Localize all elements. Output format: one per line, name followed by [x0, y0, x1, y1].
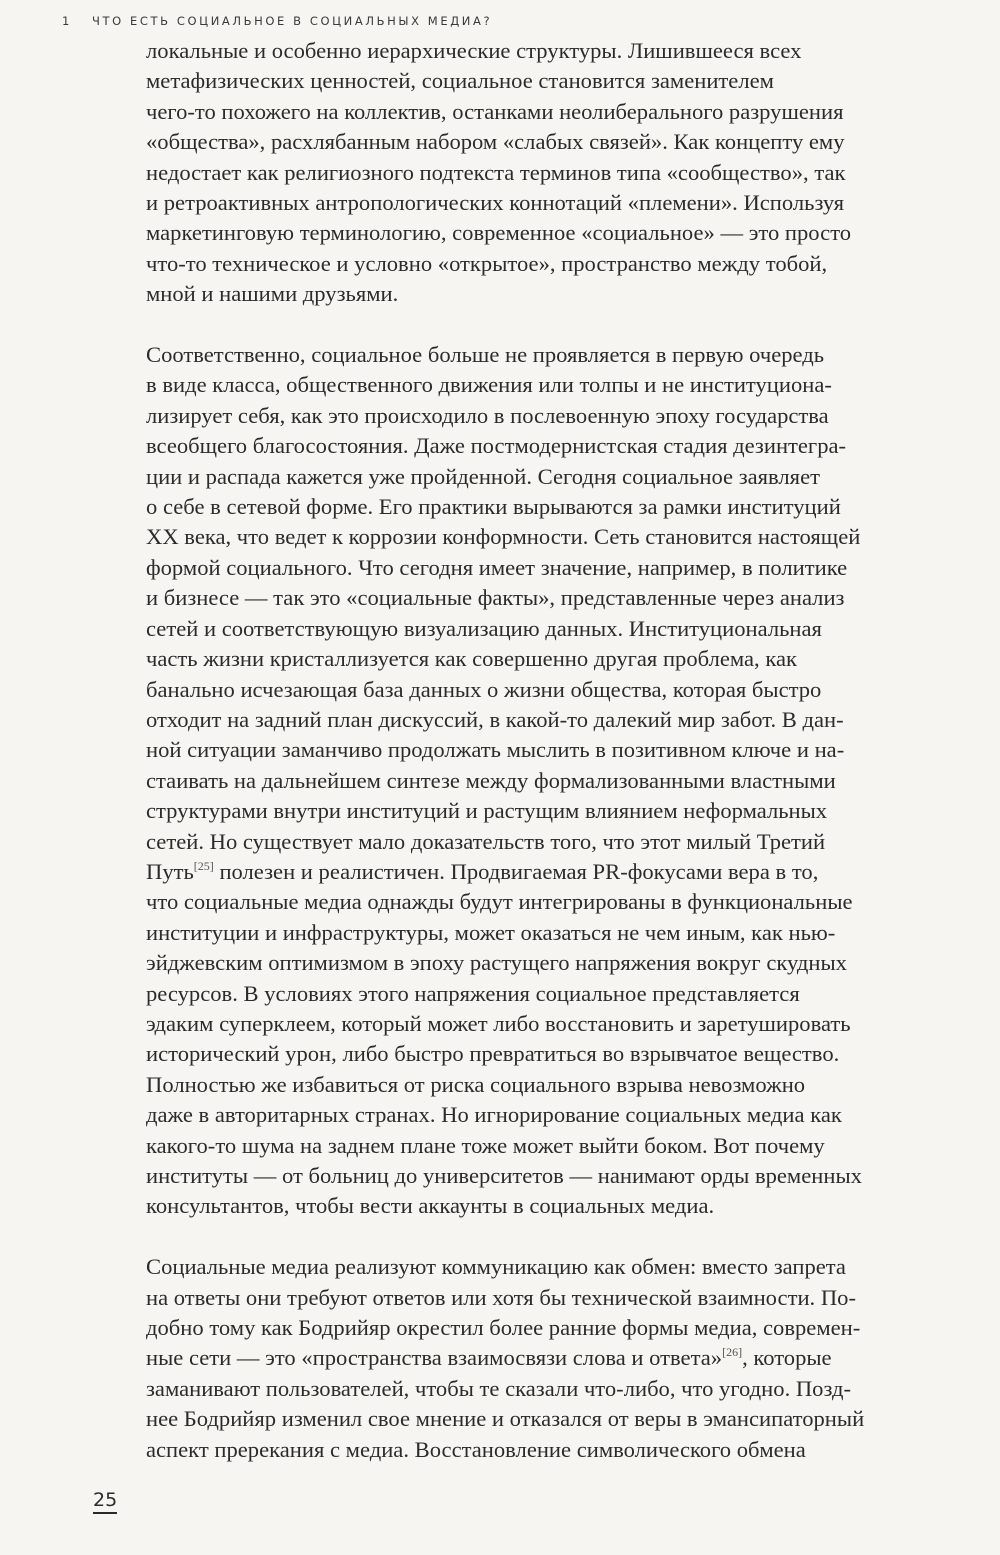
- footnote-reference[interactable]: [25]: [193, 858, 214, 873]
- text-line: сетей и соответствующую визуализацию данных. Институциональная: [146, 615, 822, 641]
- text-line: всеобщего благосостояния. Даже постмодернистская стадия дезинтегра-: [146, 433, 847, 459]
- text-line: какого-то шума на заднем плане тоже может выйти боком. Вот почему: [146, 1132, 825, 1158]
- text-line: ции и распада кажется уже пройденной. Сегодня социальное заявляет: [146, 463, 820, 489]
- text-segment: , которые: [742, 1345, 832, 1371]
- text-line: что социальные медиа однажды будут интегрированы в функциональные: [146, 889, 853, 915]
- paragraph: [146, 1252, 976, 1465]
- text-line: Полностью же избавиться от риска социального взрыва невозможно: [146, 1071, 806, 1097]
- text-line: Соответственно, социальное больше не проявляется в первую очередь: [146, 342, 825, 368]
- text-line: и ретроактивных антропологических коннотаций «племени». Используя: [146, 190, 845, 216]
- text-line: лизирует себя, как это происходило в послевоенную эпоху государства: [146, 402, 829, 428]
- text-line: эйджевским оптимизмом в эпоху растущего напряжения вокруг скудных: [146, 950, 847, 976]
- text-line: даже в авторитарных странах. Но игнорирование социальных медиа как: [146, 1102, 842, 1128]
- text-line: добно тому как Бодрийяр окрестил более ранние формы медиа, современ-: [146, 1315, 861, 1341]
- text-segment: Путь: [146, 858, 194, 884]
- text-line: Социальные медиа реализуют коммуникацию как обмен: вместо запрета: [146, 1254, 846, 1280]
- running-title: ЧТО ЕСТЬ СОЦИАЛЬНОЕ В СОЦИАЛЬНЫХ МЕДИА?: [92, 14, 493, 28]
- text-line: институты — от больниц до университетов — нанимают орды временных: [146, 1163, 862, 1189]
- text-line: часть жизни кристаллизуется как совершенно другая проблема, как: [146, 646, 797, 672]
- text-line: на ответы они требуют ответов или хотя бы технической взаимности. По-: [146, 1284, 856, 1310]
- paragraph: [146, 36, 976, 310]
- text-line: недостает как религиозного подтекста терминов типа «сообщество», так: [146, 159, 846, 185]
- text-line: мной и нашими друзьями.: [146, 281, 399, 307]
- text-line: о себе в сетевой форме. Его практики вырываются за рамки институций: [146, 494, 841, 520]
- text-line: эдаким суперклеем, который может либо восстановить и заретушировать: [146, 1010, 851, 1036]
- text-line: метафизических ценностей, социальное становится заменителем: [146, 68, 774, 94]
- text-line: чего-то похожего на коллектив, останками неолиберального разрушения: [146, 98, 844, 124]
- text-line: [146, 1343, 976, 1373]
- page-number: 25: [93, 1489, 117, 1514]
- text-line: [146, 857, 976, 887]
- footnote-reference[interactable]: [26]: [722, 1345, 743, 1360]
- text-line: что-то техническое и условно «открытое», пространство между тобой,: [146, 250, 828, 276]
- text-line: XX века, что ведет к коррозии конформности. Сеть становится настоящей: [146, 524, 861, 550]
- text-line: в виде класса, общественного движения или толпы и не институциона-: [146, 372, 832, 398]
- text-line: заманивают пользователей, чтобы те сказали что-либо, что угодно. Позд-: [146, 1375, 852, 1401]
- text-segment: полезен и реалистичен. Продвигаемая PR-фокусами вера в то,: [213, 858, 819, 884]
- text-line: аспект пререкания с медиа. Восстановление символического обмена: [146, 1436, 806, 1462]
- chapter-number: 1: [62, 14, 72, 28]
- text-line: стаивать на дальнейшем синтезе между формализованными властными: [146, 767, 836, 793]
- paragraph: [146, 340, 976, 1222]
- body-text: [146, 36, 976, 1495]
- text-line: институции и инфраструктуры, может оказаться не чем иным, как нью-: [146, 919, 836, 945]
- text-line: и бизнесе — так это «социальные факты», представленные через анализ: [146, 585, 845, 611]
- text-line: ной ситуации заманчиво продолжать мыслить в позитивном ключе и на-: [146, 737, 845, 763]
- text-line: ресурсов. В условиях этого напряжения социальное представляется: [146, 980, 800, 1006]
- text-line: структурами внутри институций и растущим влиянием неформальных: [146, 798, 828, 824]
- running-head: [62, 14, 492, 28]
- text-line: формой социального. Что сегодня имеет значение, например, в политике: [146, 554, 848, 580]
- text-line: отходит на задний план дискуссий, в какой-то далекий мир забот. В дан-: [146, 706, 844, 732]
- text-segment: ные сети — это «пространства взаимосвязи слова и ответа»: [146, 1345, 723, 1371]
- text-line: локальные и особенно иерархические структуры. Лишившееся всех: [146, 38, 802, 63]
- text-line: консультантов, чтобы вести аккаунты в социальных медиа.: [146, 1193, 715, 1219]
- text-line: исторический урон, либо быстро превратиться во взрывчатое вещество.: [146, 1041, 840, 1067]
- text-line: банально исчезающая база данных о жизни общества, которая быстро: [146, 676, 822, 702]
- text-line: маркетинговую терминологию, современное «социальное» — это просто: [146, 220, 852, 246]
- text-line: «общества», расхлябанным набором «слабых связей». Как концепту ему: [146, 129, 845, 155]
- text-line: нее Бодрийяр изменил свое мнение и отказался от веры в эмансипаторный: [146, 1406, 865, 1432]
- text-line: сетей. Но существует мало доказательств того, что этот милый Третий: [146, 828, 826, 854]
